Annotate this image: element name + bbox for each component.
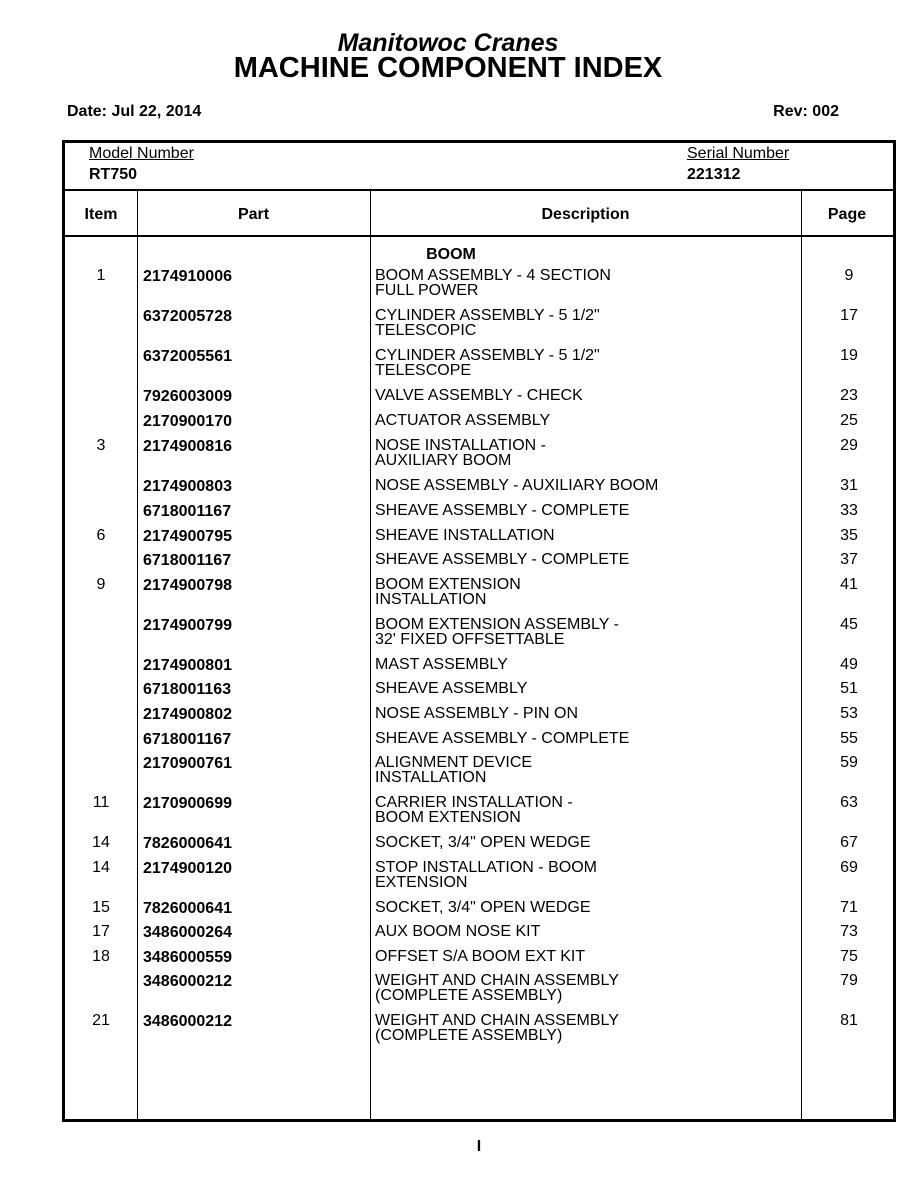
row-description [375,348,795,378]
row-page-number: 75 [840,948,858,965]
row-part-number: 3486000264 [143,924,232,941]
row-description [375,528,795,543]
row-part-number: 2174900798 [143,577,232,594]
column-header-page: Page [827,206,867,223]
row-description-line: OFFSET S/A BOOM EXT KIT [375,948,586,965]
row-page-number: 33 [840,502,858,519]
row-description-line: NOSE INSTALLATION - [375,437,546,454]
row-part-number: 6718001167 [143,503,232,520]
model-number-value: RT750 [89,166,138,183]
row-description-line: BOOM EXTENSION ASSEMBLY - [375,616,619,633]
section-title: BOOM [426,246,476,263]
page-title: MACHINE COMPONENT INDEX [233,52,663,84]
row-page-number: 67 [840,834,858,851]
row-description-line: SOCKET, 3/4" OPEN WEDGE [375,834,591,851]
row-page-number: 41 [840,576,858,593]
row-page-number: 63 [840,794,858,811]
row-part-number: 2174900816 [143,438,232,455]
row-page-number: 51 [840,680,858,697]
row-description [375,268,795,298]
row-description-line: WEIGHT AND CHAIN ASSEMBLY [375,972,619,989]
row-description [375,308,795,338]
row-description-line: SHEAVE ASSEMBLY - COMPLETE [375,730,630,747]
component-index-table [62,140,896,1122]
column-header-divider [65,235,893,237]
row-item-number: 21 [92,1012,110,1029]
row-part-number: 3486000212 [143,973,232,990]
row-description [375,924,795,939]
row-description-line: 32' FIXED OFFSETTABLE [375,631,565,648]
row-part-number: 2170900699 [143,795,232,812]
row-page-number: 49 [840,656,858,673]
row-item-number: 11 [92,794,110,811]
row-description-line: SHEAVE ASSEMBLY [375,680,528,697]
row-description [375,478,795,493]
serial-number-value: 221312 [687,166,741,183]
row-part-number: 2174900120 [143,860,232,877]
column-divider-part [370,191,371,1119]
row-part-number: 2174900801 [143,657,232,674]
row-page-number: 59 [840,754,858,771]
row-item-number: 17 [92,923,110,940]
row-item-number: 6 [96,527,106,544]
row-description [375,438,795,468]
row-page-number: 31 [840,477,858,494]
row-description-line: WEIGHT AND CHAIN ASSEMBLY [375,1012,619,1029]
row-description [375,973,795,1003]
row-item-number: 3 [96,437,106,454]
row-page-number: 17 [840,307,858,324]
row-page-number: 23 [840,387,858,404]
row-item-number: 14 [92,834,110,851]
row-page-number: 69 [840,859,858,876]
row-description [375,860,795,890]
row-description-line: CARRIER INSTALLATION - [375,794,573,811]
brand-name: Manitowoc Cranes [337,29,559,57]
row-description-line: ALIGNMENT DEVICE [375,754,533,771]
row-description [375,552,795,567]
row-description-line: AUX BOOM NOSE KIT [375,923,541,940]
row-part-number: 7826000641 [143,900,232,917]
row-description [375,835,795,850]
row-part-number: 6718001163 [143,681,232,698]
row-description [375,388,795,403]
row-page-number: 19 [840,347,858,364]
row-page-number: 81 [840,1012,858,1029]
row-description [375,577,795,607]
row-page-number: 79 [840,972,858,989]
column-divider-description [801,191,802,1119]
row-description-line: SHEAVE ASSEMBLY - COMPLETE [375,502,630,519]
row-part-number: 2174900803 [143,478,232,495]
row-description-line: SHEAVE INSTALLATION [375,527,555,544]
row-part-number: 6372005728 [143,308,232,325]
row-description-line: (COMPLETE ASSEMBLY) [375,1027,563,1044]
row-page-number: 53 [840,705,858,722]
document-date: Date: Jul 22, 2014 [67,103,202,120]
row-description [375,755,795,785]
row-part-number: 2174900802 [143,706,232,723]
page-number: I [476,1138,482,1155]
row-part-number: 2170900170 [143,413,232,430]
column-header-part: Part [237,206,270,223]
row-part-number: 6372005561 [143,348,232,365]
row-item-number: 15 [92,899,110,916]
row-description-line: CYLINDER ASSEMBLY - 5 1/2" [375,347,600,364]
column-header-item: Item [84,206,118,223]
row-description-line: MAST ASSEMBLY [375,656,508,673]
row-item-number: 14 [92,859,110,876]
row-description [375,617,795,647]
row-description-line: VALVE ASSEMBLY - CHECK [375,387,583,404]
row-description-line: BOOM EXTENSION [375,809,521,826]
row-description-line: INSTALLATION [375,591,487,608]
row-page-number: 37 [840,551,858,568]
row-page-number: 73 [840,923,858,940]
row-part-number: 7826000641 [143,835,232,852]
row-item-number: 9 [96,576,106,593]
row-description-line: STOP INSTALLATION - BOOM [375,859,597,876]
row-part-number: 2170900761 [143,755,232,772]
serial-number-label: Serial Number [687,145,790,162]
row-item-number: 1 [96,267,106,284]
row-page-number: 71 [840,899,858,916]
row-description-line: EXTENSION [375,874,468,891]
row-description-line: TELESCOPIC [375,322,477,339]
row-description [375,949,795,964]
row-description-line: AUXILIARY BOOM [375,452,512,469]
row-description-line: NOSE ASSEMBLY - PIN ON [375,705,579,722]
row-description-line: ACTUATOR ASSEMBLY [375,412,551,429]
row-description [375,657,795,672]
row-item-number: 18 [92,948,110,965]
row-page-number: 29 [840,437,858,454]
column-divider-item [137,191,138,1119]
row-page-number: 55 [840,730,858,747]
header-divider [65,189,893,191]
row-description [375,706,795,721]
row-description-line: (COMPLETE ASSEMBLY) [375,987,563,1004]
row-description-line: FULL POWER [375,282,479,299]
row-description [375,731,795,746]
row-page-number: 9 [844,267,854,284]
row-part-number: 3486000559 [143,949,232,966]
row-part-number: 6718001167 [143,731,232,748]
row-description-line: TELESCOPE [375,362,472,379]
row-page-number: 45 [840,616,858,633]
row-description [375,900,795,915]
row-page-number: 25 [840,412,858,429]
row-description [375,795,795,825]
row-part-number: 3486000212 [143,1013,232,1030]
row-part-number: 2174900795 [143,528,232,545]
row-page-number: 35 [840,527,858,544]
row-description [375,503,795,518]
row-description-line: CYLINDER ASSEMBLY - 5 1/2" [375,307,600,324]
document-revision: Rev: 002 [773,103,839,120]
row-description [375,681,795,696]
row-description-line: SHEAVE ASSEMBLY - COMPLETE [375,551,630,568]
row-description-line: SOCKET, 3/4" OPEN WEDGE [375,899,591,916]
row-description-line: BOOM ASSEMBLY - 4 SECTION [375,267,611,284]
column-header-description: Description [541,206,630,223]
row-description-line: BOOM EXTENSION [375,576,521,593]
row-description-line: INSTALLATION [375,769,487,786]
row-part-number: 7926003009 [143,388,232,405]
row-part-number: 2174910006 [143,268,232,285]
row-description [375,413,795,428]
row-part-number: 2174900799 [143,617,232,634]
row-part-number: 6718001167 [143,552,232,569]
row-description-line: NOSE ASSEMBLY - AUXILIARY BOOM [375,477,659,494]
model-number-label: Model Number [89,145,194,162]
row-description [375,1013,795,1043]
